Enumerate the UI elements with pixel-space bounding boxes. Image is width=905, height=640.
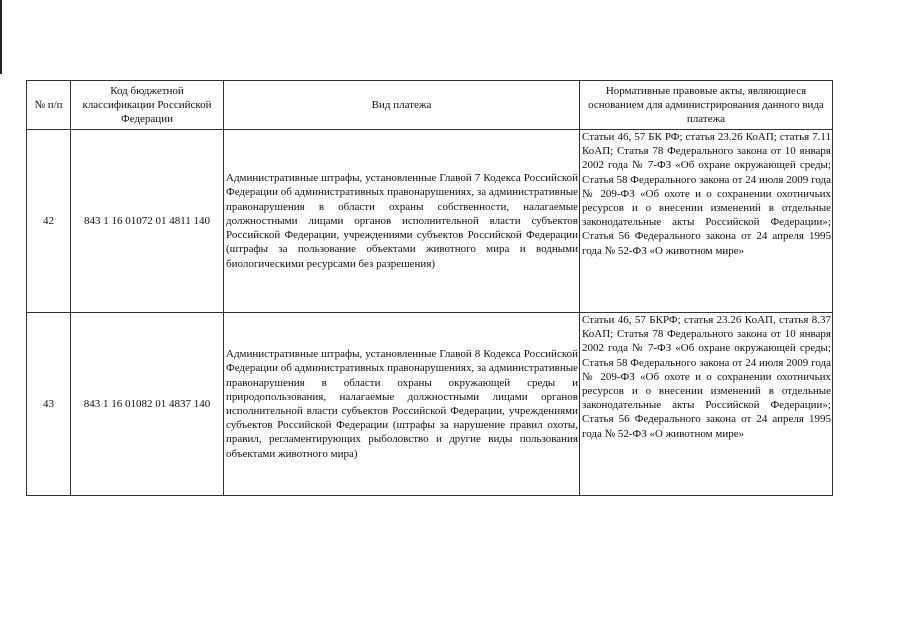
header-budget-code: Код бюджетной классификации Российской Федерации <box>71 81 224 130</box>
budget-code: 843 1 16 01082 01 4837 140 <box>71 313 224 496</box>
table-row <box>27 313 833 496</box>
budget-code: 843 1 16 01072 01 4811 140 <box>71 130 224 313</box>
header-payment-type: Вид платежа <box>224 81 580 130</box>
scan-edge-line <box>0 0 2 74</box>
row-number: 42 <box>27 130 71 313</box>
row-number: 43 <box>27 313 71 496</box>
payment-type: Административные штрафы, установленные Главой 7 Кодекса Российской Федерации об административных правонарушениях, за административные правонарушения в области охраны собственности, налагаемые должностными лицами органов исполнительной власти субъектов Российской Федерации, учреждениями субъектов Российской Федерации (штрафы за пользование объектами животного мира и водными биологическими ресурсами без разрешения) <box>224 130 580 313</box>
legal-acts: Статьи 46, 57 БКРФ; статья 23.26 КоАП, статья 8.37 КоАП; Статья 78 Федерального закона от 10 января 2002 года № 7-ФЗ «Об охране окружающей среды; Статья 58 Федерального закона от 24 июля 2009 года № 209-ФЗ «Об охоте и о сохранении охотничьих ресурсов и о внесении изменений в отдельные законодательные акты Российской Федерации»; Статья 56 Федерального закона от 24 апреля 1995 года № 52-ФЗ «О животном мире» <box>580 313 833 496</box>
payment-type: Административные штрафы, установленные Главой 8 Кодекса Российской Федерации об административных правонарушениях, за административные правонарушения в области охраны окружающей среды и природопользования, налагаемые должностными лицами органов исполнительной власти субъектов Российской Федерации, учреждениями субъектов Российской Федерации (штрафы за нарушение правил охоты, правил, регламентирующих рыболовство и другие виды пользования объектами животного мира) <box>224 313 580 496</box>
header-number: № п/п <box>27 81 71 130</box>
table-header-row <box>27 81 833 130</box>
legal-acts: Статьи 46, 57 БК РФ; статья 23.26 КоАП; статья 7.11 КоАП; Статья 78 Федерального закона от 10 января 2002 года № 7-ФЗ «Об охране окружающей среды; Статья 58 Федерального закона от 24 июля 2009 года № 209-ФЗ «Об охоте и о сохранении охотничьих ресурсов и о внесении изменений в отдельные законодательные акты Российской Федерации»; Статья 56 Федерального закона от 24 апреля 1995 года № 52-ФЗ «О животном мире» <box>580 130 833 313</box>
payments-table <box>26 80 833 496</box>
table-row <box>27 130 833 313</box>
header-legal-acts: Нормативные правовые акты, являющиеся основанием для администрирования данного вида платежа <box>580 81 833 130</box>
